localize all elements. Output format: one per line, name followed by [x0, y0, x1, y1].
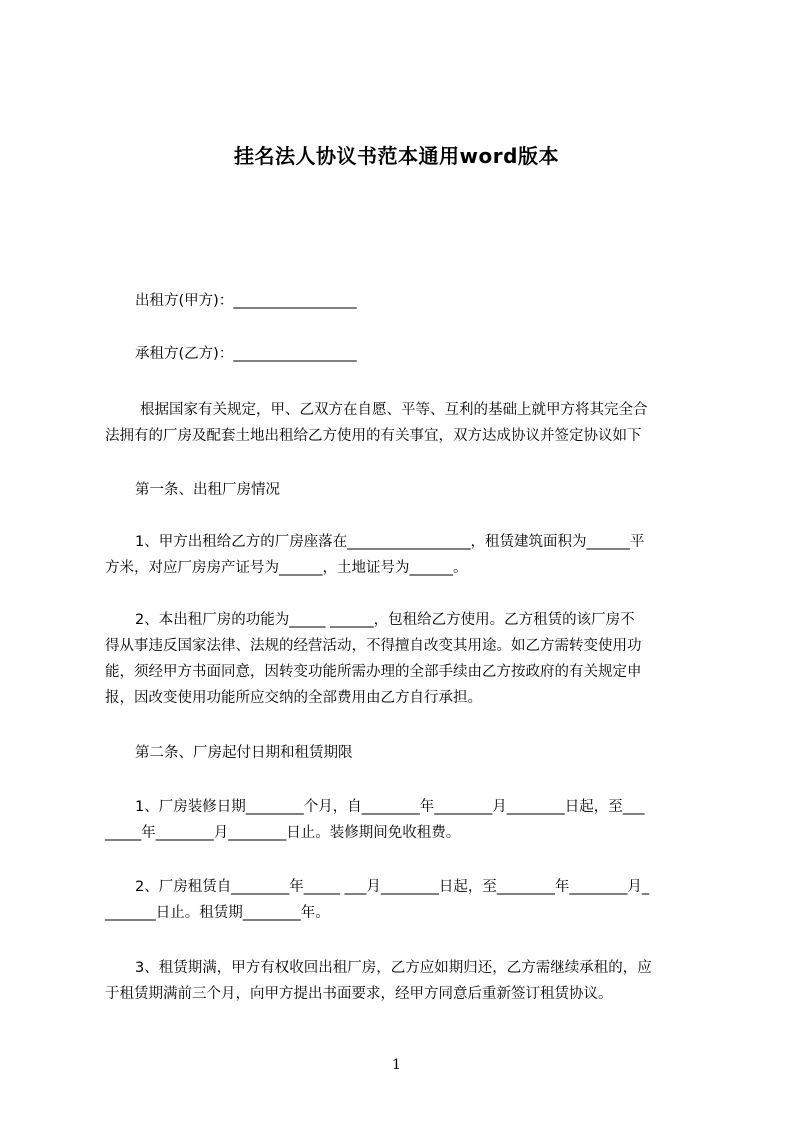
- clause-1-2-line-2: 得从事违反国家法律、法规的经营活动，不得擅自改变其用途。如乙方需转变使用功: [105, 638, 642, 654]
- document-title: 挂名法人协议书范本通用word版本: [234, 144, 559, 168]
- intro-line-2: 法拥有的厂房及配套土地出租给乙方使用的有关事宜，双方达成协议并签定协议如下: [105, 428, 642, 444]
- lessor-line: 出租方(甲方)：_________________: [135, 293, 357, 309]
- clause-1-2-line-3: 能，须经甲方书面同意，因转变功能所需办理的全部手续由乙方按政府的有关规定申: [105, 664, 642, 680]
- page-number: 1: [392, 1057, 401, 1073]
- clause-2-2-line-1: 2、厂房租赁自________年_____ ___月________日起，至________年________月_: [135, 879, 650, 895]
- article-1-heading: 第一条、出租厂房情况: [135, 482, 280, 498]
- clause-1-1-line-2: 方米，对应厂房房产证号为______，土地证号为______。: [105, 560, 468, 576]
- clause-2-3-line-1: 3、租赁期满，甲方有权收回出租厂房，乙方应如期归还，乙方需继续承租的，应: [135, 960, 652, 976]
- clause-1-1-line-1: 1、甲方出租给乙方的厂房座落在_________________，租赁建筑面积为______平: [135, 534, 645, 550]
- intro-line-1: 根据国家有关规定，甲、乙双方在自愿、平等、互利的基础上就甲方将其完全合: [140, 402, 648, 418]
- clause-1-2-line-1: 2、本出租厂房的功能为_____ ______，包租给乙方使用。乙方租赁的该厂房不: [135, 612, 635, 628]
- clause-1-2-line-4: 报，因改变使用功能所应交纳的全部费用由乙方自行承担。: [105, 690, 482, 706]
- clause-2-1-line-1: 1、厂房装修日期________个月，自________年________月________日起，至___: [135, 799, 645, 815]
- clause-2-2-line-2: _______日止。租赁期________年。: [105, 905, 330, 921]
- clause-2-1-line-2: _____年________月________日止。装修期间免收租费。: [105, 825, 461, 841]
- clause-2-3-line-2: 于租赁期满前三个月，向甲方提出书面要求，经甲方同意后重新签订租赁协议。: [105, 986, 613, 1002]
- lessee-line: 承租方(乙方)：_________________: [135, 346, 357, 362]
- article-2-heading: 第二条、厂房起付日期和租赁期限: [135, 745, 353, 761]
